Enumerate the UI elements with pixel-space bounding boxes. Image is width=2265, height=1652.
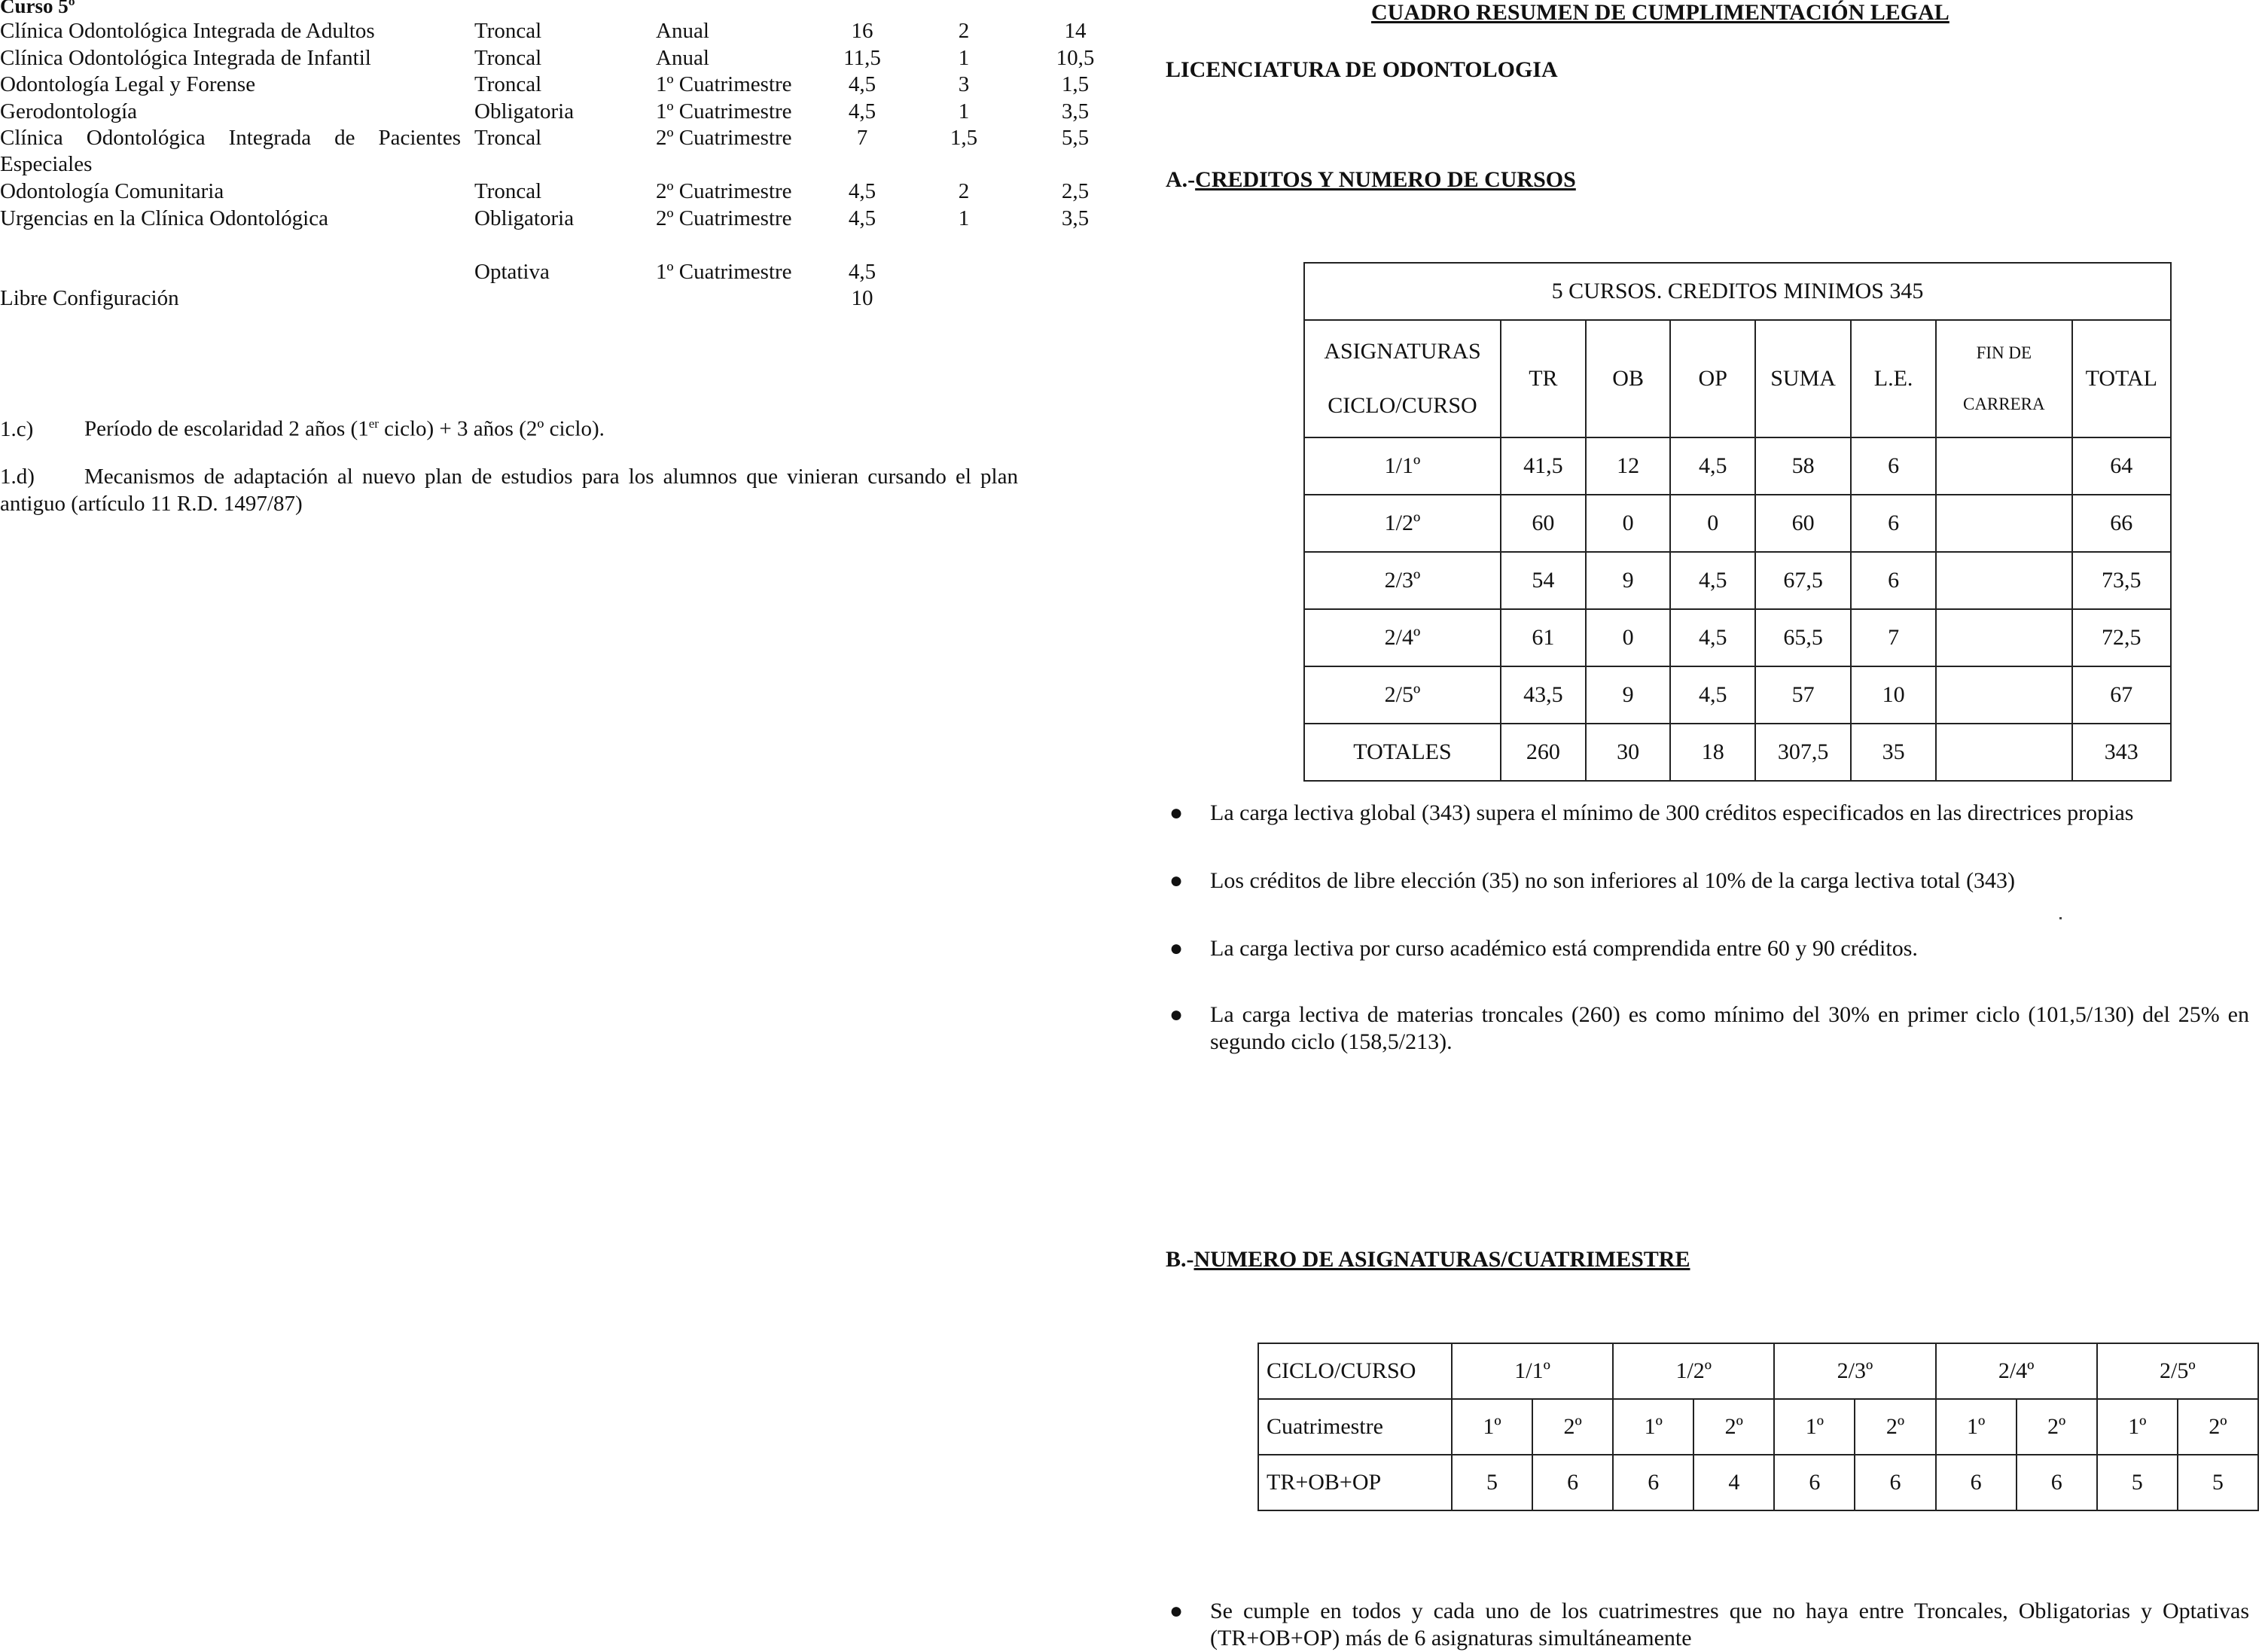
course-name: Gerodontología [0,99,138,123]
course-col-a: 1 [958,206,970,230]
section-b-prefix: B.- [1166,1247,1194,1272]
course-type: Troncal [474,126,542,150]
course-col-a: 1 [958,99,970,123]
section-a-title: CREDITOS Y NUMERO DE CURSOS [1195,167,1576,192]
table-cell: 43,5 [1501,666,1586,724]
course-name: Clínica Odontológica Integrada de Infantil [0,45,371,70]
table-cell: 4,5 [1670,609,1755,666]
paragraph-1c [0,410,605,443]
bullet-dot-icon: ● [1169,1599,1184,1623]
bullet-dot-icon: ● [1169,800,1184,825]
libre-name: Libre Configuración [0,286,179,310]
table-cell: 12 [1586,437,1671,495]
bullet-text: La carga lectiva de materias troncales (260) es como mínimo del 30% en primer ciclo (101,5/130) del 25% en segundo ciclo (158,5/213). [1210,1002,2249,1054]
course-cell: 2/4º [1936,1343,2097,1399]
table-row [1304,552,2171,609]
course-period: 2º Cuatrimestre [656,179,792,203]
paragraph-1d-label: 1.d) [0,465,35,489]
table-cell: 2/5º [1304,666,1501,724]
section-b-heading [1166,1247,1690,1273]
table-cell: 60 [1755,495,1851,552]
value-cell: 4 [1693,1455,1774,1510]
course-col-b: 5,5 [1061,126,1090,150]
table-cell: 57 [1755,666,1851,724]
course-period: 2º Cuatrimestre [656,126,792,150]
value-cell: 6 [1532,1455,1613,1510]
header-cell [1304,320,1501,437]
table-cell: 6 [1851,552,1936,609]
course-period: Anual [656,45,709,70]
paragraph-1c-label: 1.c) [0,416,34,441]
table-cell: 41,5 [1501,437,1586,495]
table-cell: 4,5 [1670,552,1755,609]
section-b-title: NUMERO DE ASIGNATURAS/CUATRIMESTRE [1193,1247,1690,1272]
table-cell: 60 [1501,495,1586,552]
table-cell: 9 [1586,552,1671,609]
course-cell: 2/3º [1774,1343,1935,1399]
table-cell: 1/1º [1304,437,1501,495]
subjects-per-term-table [1257,1343,2259,1511]
paragraph-1d [0,463,1018,517]
table-cell [1936,437,2072,495]
course-period: 1º Cuatrimestre [656,99,792,123]
row-label: CICLO/CURSO [1258,1343,1452,1399]
table-cell [1936,552,2072,609]
bullet-text: Los créditos de libre elección (35) no son inferiores al 10% de la carga lectiva total (343) [1210,868,2016,893]
course-period: 1º Cuatrimestre [656,72,792,96]
table-row-totals [1304,724,2171,781]
value-cell: 5 [2178,1455,2258,1510]
course-col-a: 2 [958,19,970,43]
table-cell: 0 [1586,495,1671,552]
value-cell: 6 [2017,1455,2097,1510]
course-name: Odontología Comunitaria [0,179,224,203]
course-col-a: 1 [958,45,970,70]
course-cell: 1/1º [1452,1343,1613,1399]
table-cell: 65,5 [1755,609,1851,666]
table-header-row [1304,320,2171,437]
optativa-credits: 4,5 [848,259,876,284]
course-name: Clínica Odontológica Integrada de Adultos [0,19,375,43]
bullet-text: La carga lectiva global (343) supera el mínimo de 300 créditos especificados en las directrices propias [1210,800,2134,825]
row-label: Cuatrimestre [1258,1399,1452,1455]
table-caption: 5 CURSOS. CREDITOS MINIMOS 345 [1304,263,2171,320]
course-credits: 4,5 [848,72,876,96]
term-cell: 2º [1693,1399,1774,1455]
bullet-dot-icon: ● [1169,868,1184,893]
table-cell: 6 [1851,437,1936,495]
table-caption-row [1304,263,2171,320]
course-credits: 7 [856,126,868,150]
course-col-a: 3 [958,72,970,96]
table-cell: 2/4º [1304,609,1501,666]
table-cell: 9 [1586,666,1671,724]
header-carrera: CARRERA [1962,395,2045,413]
course-type: Troncal [474,72,542,96]
term-cell: 2º [2017,1399,2097,1455]
term-cell: 1º [1613,1399,1693,1455]
table-row [1258,1455,2258,1510]
bullet-text: Se cumple en todos y cada uno de los cuatrimestres que no haya entre Troncales, Obligatorias y Optativas (TR+OB+OP) más de 6 asignaturas simultáneamente [1210,1599,2249,1650]
course-type: Obligatoria [474,206,575,230]
table-cell [1936,609,2072,666]
paragraph-1c-text: Período de escolaridad 2 años (1 [84,416,369,441]
optativa-type: Optativa [474,259,550,284]
course-type: Obligatoria [474,99,575,123]
course-credits: 4,5 [848,179,876,203]
table-cell: 10 [1851,666,1936,724]
course-cell: 1/2º [1613,1343,1774,1399]
table-cell: 61 [1501,609,1586,666]
table-cell: 1/2º [1304,495,1501,552]
table-cell: 64 [2072,437,2171,495]
term-cell: 1º [1936,1399,2017,1455]
table-cell: 72,5 [2072,609,2171,666]
row-label: TR+OB+OP [1258,1455,1452,1510]
table-row [1304,495,2171,552]
table-row [1304,609,2171,666]
term-cell: 1º [2097,1399,2178,1455]
bullet-text: La carga lectiva por curso académico está comprendida entre 60 y 90 créditos. [1210,936,1918,961]
course-col-b: 1,5 [1061,72,1090,96]
header-ciclo-curso: CICLO/CURSO [1328,393,1477,418]
term-cell: 2º [1855,1399,1935,1455]
section-a-prefix: A.- [1166,167,1196,192]
course-period: Anual [656,19,709,43]
table-cell: 4,5 [1670,437,1755,495]
paragraph-1c-text-end: ciclo) + 3 años (2º ciclo). [378,416,605,441]
header-cell [1936,320,2072,437]
course-type: Troncal [474,19,542,43]
optativa-period: 1º Cuatrimestre [656,259,792,284]
course-period: 2º Cuatrimestre [656,206,792,230]
table-cell: 7 [1851,609,1936,666]
course-name: Urgencias en la Clínica Odontológica [0,206,328,230]
course-name: Clínica Odontológica Integrada de Pacientes Especiales [0,126,461,176]
table-cell: 307,5 [1755,724,1851,781]
table-cell: 6 [1851,495,1936,552]
header-cell: SUMA [1755,320,1851,437]
table-row [1258,1343,2258,1399]
course-col-b: 2,5 [1061,179,1090,203]
course-col-b: 3,5 [1061,206,1090,230]
header-cell: OP [1670,320,1755,437]
degree-title: LICENCIATURA DE ODONTOLOGIA [1166,57,1558,82]
course-col-b: 3,5 [1061,99,1090,123]
table-cell: 35 [1851,724,1936,781]
header-cell: TOTAL [2072,320,2171,437]
table-cell: 260 [1501,724,1586,781]
table-cell: TOTALES [1304,724,1501,781]
term-cell: 1º [1452,1399,1532,1455]
paragraph-1c-sup: er [368,416,379,431]
header-asignaturas: ASIGNATURAS [1324,339,1481,364]
course-credits: 4,5 [848,206,876,230]
libre-credits: 10 [851,286,873,310]
course-heading: Curso 5º [0,0,75,17]
table-cell: 67 [2072,666,2171,724]
header-cell: TR [1501,320,1586,437]
term-cell: 1º [1774,1399,1855,1455]
table-cell [1936,666,2072,724]
value-cell: 5 [1452,1455,1532,1510]
course-col-a: 2 [958,179,970,203]
table-cell: 18 [1670,724,1755,781]
table-cell: 343 [2072,724,2171,781]
course-name: Odontología Legal y Forense [0,72,256,96]
credits-table [1303,262,2172,782]
course-col-a: 1,5 [950,126,978,150]
table-cell: 0 [1670,495,1755,552]
table-cell: 67,5 [1755,552,1851,609]
value-cell: 6 [1936,1455,2017,1510]
table-cell: 2/3º [1304,552,1501,609]
course-col-b: 14 [1064,19,1087,43]
bullet-dot-icon: ● [1169,1002,1184,1027]
table-row [1304,437,2171,495]
page-title: CUADRO RESUMEN DE CUMPLIMENTACIÓN LEGAL [1371,0,1949,25]
course-col-b: 10,5 [1056,45,1095,70]
paragraph-1d-text: Mecanismos de adaptación al nuevo plan de estudios para los alumnos que vinieran cursando el plan antiguo (artículo 11 R.D. 1497/87) [0,465,1018,516]
course-credits: 11,5 [843,45,881,70]
term-cell: 2º [2178,1399,2258,1455]
table-cell [1936,495,2072,552]
header-cell: OB [1586,320,1671,437]
course-credits: 16 [851,19,873,43]
course-type: Troncal [474,179,542,203]
table-cell: 4,5 [1670,666,1755,724]
table-row [1304,666,2171,724]
course-type: Troncal [474,45,542,70]
table-cell: 66 [2072,495,2171,552]
table-cell: 0 [1586,609,1671,666]
stray-dot [2059,917,2062,919]
header-fin-de: FIN DE [1976,343,2032,362]
table-cell: 30 [1586,724,1671,781]
value-cell: 5 [2097,1455,2178,1510]
bullet-dot-icon: ● [1169,936,1184,961]
course-cell: 2/5º [2097,1343,2258,1399]
table-cell: 54 [1501,552,1586,609]
table-row [1258,1399,2258,1455]
course-credits: 4,5 [848,99,876,123]
table-cell: 73,5 [2072,552,2171,609]
value-cell: 6 [1613,1455,1693,1510]
table-cell [1936,724,2072,781]
table-cell: 58 [1755,437,1851,495]
header-cell: L.E. [1851,320,1936,437]
term-cell: 2º [1532,1399,1613,1455]
value-cell: 6 [1774,1455,1855,1510]
value-cell: 6 [1855,1455,1935,1510]
section-a-heading [1166,167,1576,193]
